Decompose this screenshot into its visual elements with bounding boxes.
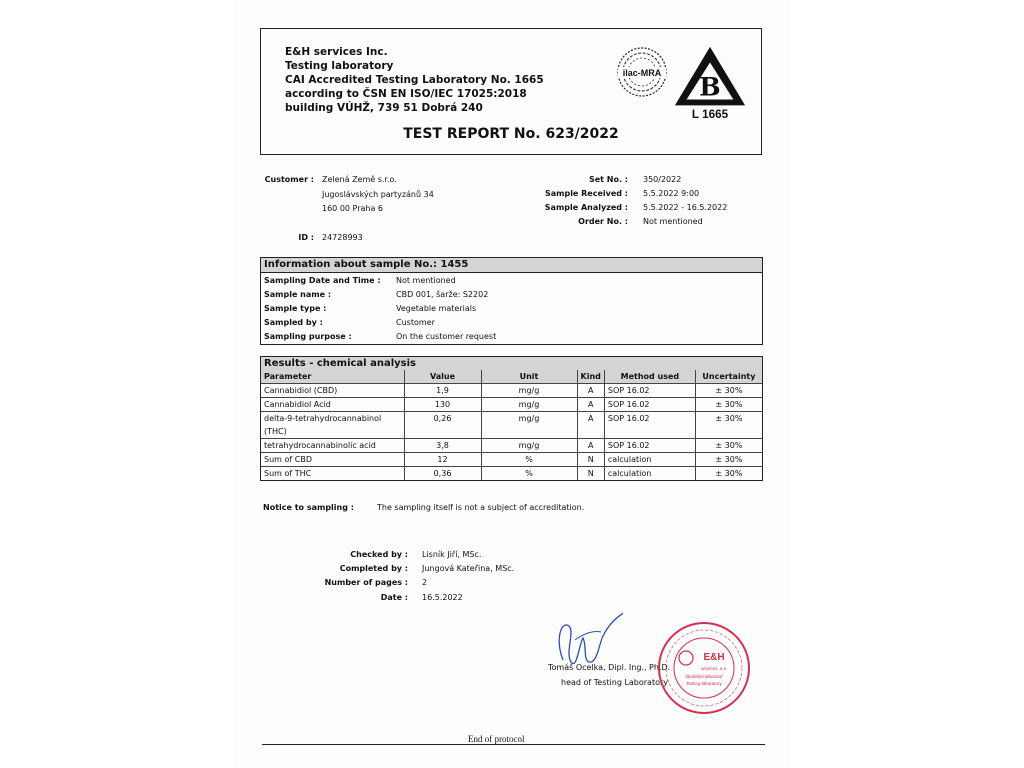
sample-info-row [261, 316, 762, 330]
checked-by-label: Checked by : [350, 550, 408, 559]
svg-text:B: B [699, 71, 721, 102]
unit-cell: % [481, 453, 577, 467]
uncertainty-cell: ± 30% [695, 467, 762, 481]
col-header-value: Value [404, 370, 481, 384]
footer-rule [262, 744, 765, 745]
col-header-unit: Unit [481, 370, 577, 384]
col-header-method: Method used [604, 370, 695, 384]
col-header-parameter: Parameter [261, 370, 404, 384]
lab-accreditation: CAI Accredited Testing Laboratory No. 1665 [285, 74, 544, 86]
value-cell: 130 [404, 398, 481, 412]
method-cell: calculation [604, 453, 695, 467]
customer-street: Jugoslávských partyzánů 34 [322, 190, 434, 199]
value-cell: 12 [404, 453, 481, 467]
parameter-cell: Sum of CBD [261, 453, 404, 467]
checked-by-value: Lisník Jiří, MSc. [422, 550, 482, 559]
unit-cell: mg/g [481, 384, 577, 398]
value-cell: 0,26 [404, 412, 481, 439]
sample-info-title: Information about sample No.: 1455 [261, 258, 762, 273]
table-row [261, 384, 762, 398]
sample-analyzed-label: Sample Analyzed : [544, 203, 628, 212]
table-row [261, 467, 762, 481]
sample-info-box [260, 257, 763, 345]
sample-name-label: Sample name : [264, 290, 332, 299]
parameter-line-1: delta-9-tetrahydrocannabinol [264, 414, 382, 423]
report-header [260, 28, 762, 155]
lab-name: E&H services Inc. [285, 46, 388, 58]
report-title: TEST REPORT No. 623/2022 [403, 126, 619, 142]
sampling-purpose-label: Sampling purpose : [264, 332, 352, 341]
uncertainty-cell: ± 30% [695, 439, 762, 453]
table-row [261, 439, 762, 453]
sample-info-row [261, 302, 762, 316]
sample-received-value: 5.5.2022 9:00 [643, 189, 700, 198]
col-header-uncertainty: Uncertainty [695, 370, 762, 384]
kind-cell: A [577, 412, 604, 439]
customer-id-label: ID : [298, 233, 314, 242]
notice-text: The sampling itself is not a subject of accreditation. [377, 503, 585, 512]
col-header-kind: Kind [577, 370, 604, 384]
parameter-cell: Sum of THC [261, 467, 404, 481]
signatory-name: Tomáš Ocelka, Dipl. Ing., Ph.D. [548, 663, 671, 672]
parameter-line-2: (THC) [264, 427, 287, 436]
sample-received-label: Sample Received : [544, 189, 628, 198]
pages-label: Number of pages : [324, 578, 408, 587]
unit-cell: mg/g [481, 439, 577, 453]
order-no-label: Order No. : [578, 217, 628, 226]
svg-text:E&H: E&H [703, 652, 725, 663]
value-cell: 1,9 [404, 384, 481, 398]
table-row [261, 453, 762, 467]
sample-type-label: Sample type : [264, 304, 327, 313]
kind-cell: N [577, 467, 604, 481]
results-box [260, 356, 763, 481]
cai-accreditation-logo [671, 43, 749, 121]
parameter-cell: tetrahydrocannabinolic acid [261, 439, 404, 453]
sample-type-value: Vegetable materials [396, 304, 477, 313]
parameter-cell: Cannabidiol (CBD) [261, 384, 404, 398]
uncertainty-cell: ± 30% [695, 412, 762, 439]
set-no-label: Set No. : [588, 175, 628, 184]
customer-id-value: 24728993 [322, 233, 363, 242]
parameter-cell [261, 412, 404, 439]
results-header-row [261, 370, 762, 384]
unit-cell: mg/g [481, 398, 577, 412]
customer-label: Customer : [264, 175, 314, 184]
lab-address-block [285, 45, 544, 115]
svg-text:Zkušební laboratoř: Zkušební laboratoř [685, 674, 723, 679]
sampling-purpose-value: On the customer request [396, 332, 497, 341]
customer-city: 160 00 Praha 6 [322, 204, 384, 213]
sample-analyzed-value: 5.5.2022 - 16.5.2022 [643, 203, 728, 212]
completed-by-label: Completed by : [339, 564, 408, 573]
results-title: Results - chemical analysis [261, 357, 762, 370]
table-row [261, 412, 762, 439]
kind-cell: A [577, 398, 604, 412]
svg-text:L 1665: L 1665 [691, 108, 729, 121]
parameter-cell: Cannabidiol Acid [261, 398, 404, 412]
method-cell: SOP 16.02 [604, 384, 695, 398]
value-cell: 3,8 [404, 439, 481, 453]
sampling-date-value: Not mentioned [396, 276, 456, 285]
sample-info-row [261, 330, 762, 344]
method-cell: calculation [604, 467, 695, 481]
ilac-mra-logo [615, 45, 669, 99]
value-cell: 0,36 [404, 467, 481, 481]
unit-cell: % [481, 467, 577, 481]
svg-text:Testing laboratory: Testing laboratory [686, 681, 722, 686]
kind-cell: A [577, 384, 604, 398]
pages-value: 2 [422, 578, 428, 587]
svg-text:ilac-MRA: ilac-MRA [622, 68, 662, 78]
sample-info-row [261, 288, 762, 302]
completed-by-value: Jungová Kateřina, MSc. [422, 564, 515, 573]
sampling-date-label: Sampling Date and Time : [264, 276, 381, 285]
kind-cell: A [577, 439, 604, 453]
sampled-by-label: Sampled by : [264, 318, 323, 327]
customer-name: Zelená Země s.r.o. [322, 175, 397, 184]
uncertainty-cell: ± 30% [695, 453, 762, 467]
sample-info-row [261, 274, 762, 288]
signatory-role: head of Testing Laboratory [561, 678, 669, 687]
laboratory-stamp [656, 620, 752, 716]
results-table [261, 370, 762, 480]
sampled-by-value: Customer [396, 318, 435, 327]
lab-type: Testing laboratory [285, 60, 394, 72]
kind-cell: N [577, 453, 604, 467]
lab-standard: according to ČSN EN ISO/IEC 17025:2018 [285, 88, 527, 100]
uncertainty-cell: ± 30% [695, 384, 762, 398]
order-no-value: Not mentioned [643, 217, 703, 226]
method-cell: SOP 16.02 [604, 398, 695, 412]
uncertainty-cell: ± 30% [695, 398, 762, 412]
date-value: 16.5.2022 [422, 593, 463, 602]
sample-name-value: CBD 001, šarže: S2202 [396, 290, 489, 299]
method-cell: SOP 16.02 [604, 412, 695, 439]
end-of-protocol: End of protocol [468, 734, 525, 744]
notice-label: Notice to sampling : [263, 503, 354, 512]
lab-address: building VÚHŽ, 739 51 Dobrá 240 [285, 102, 483, 114]
date-label: Date : [380, 593, 408, 602]
table-row [261, 398, 762, 412]
method-cell: SOP 16.02 [604, 439, 695, 453]
handwritten-signature [553, 600, 623, 672]
svg-text:services, a.s.: services, a.s. [700, 666, 728, 671]
set-no-value: 350/2022 [643, 175, 682, 184]
unit-cell: mg/g [481, 412, 577, 439]
